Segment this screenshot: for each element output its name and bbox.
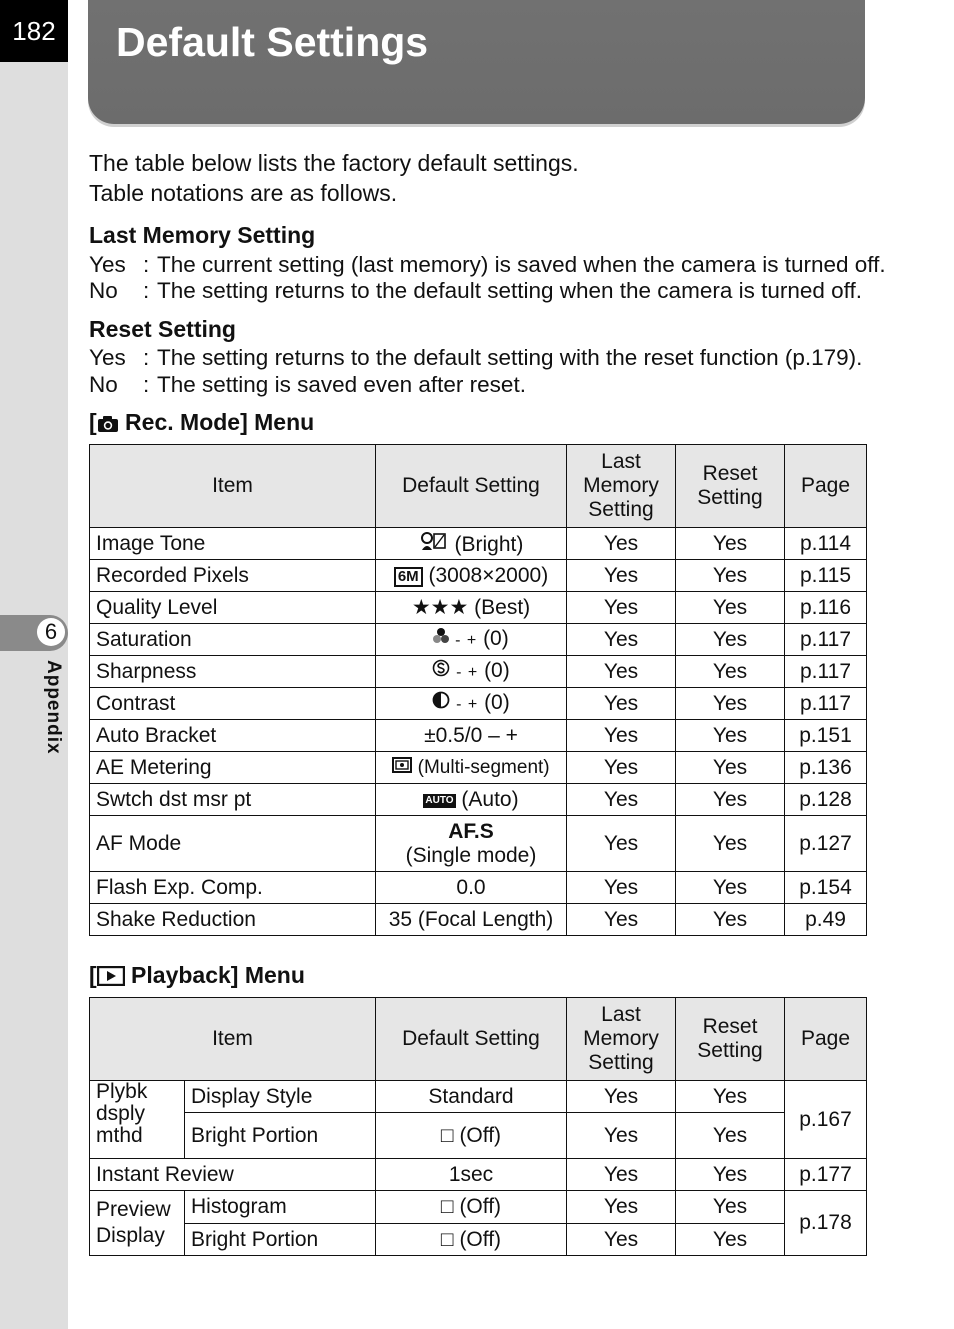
cell-item: Image Tone (90, 528, 376, 560)
cell-reset: Yes (676, 560, 785, 592)
table-row (90, 720, 867, 752)
reset-no (89, 371, 526, 398)
cell-reset: Yes (676, 656, 785, 688)
sharpness-icon (432, 659, 450, 682)
adjust-scale: - + (455, 631, 478, 649)
cell-reset: Yes (676, 1113, 785, 1159)
cell-page: p.49 (785, 904, 867, 936)
cell-reset: Yes (676, 720, 785, 752)
camera-icon (97, 411, 119, 439)
note-text: The setting is saved even after reset. (157, 372, 526, 397)
cell-default: □ (Off) (376, 1191, 567, 1224)
playback-menu-title: Playback] Menu (124, 962, 305, 988)
table-header-row (90, 998, 867, 1081)
cell-reset: Yes (676, 592, 785, 624)
cell-default: (Multi-segment) (376, 752, 567, 784)
table-row (90, 560, 867, 592)
recorded-pixels-badge: 6M (394, 567, 423, 587)
quality-stars: ★★★ (411, 595, 469, 619)
reset-heading: Reset Setting (89, 316, 236, 342)
cell-default: (Bright) (376, 528, 567, 560)
rec-menu-title: Rec. Mode] Menu (118, 409, 315, 435)
last-memory-yes (89, 251, 886, 278)
cell-last: Yes (567, 624, 676, 656)
cell-page: p.136 (785, 752, 867, 784)
cell-default: Standard (376, 1081, 567, 1113)
table-row (90, 1224, 867, 1256)
table-row (90, 592, 867, 624)
cell-default: - + (0) (376, 688, 567, 720)
cell-item: Flash Exp. Comp. (90, 872, 376, 904)
cell-page: p.178 (785, 1191, 867, 1256)
cell-last: Yes (567, 1081, 676, 1113)
cell-reset: Yes (676, 1159, 785, 1191)
note-text: The setting returns to the default setting with the reset function (p.179). (157, 345, 863, 370)
col-page: Page (785, 998, 867, 1081)
last-memory-no (89, 277, 862, 304)
note-key: No (89, 278, 118, 303)
table-row (90, 528, 867, 560)
cell-default: AUTO (Auto) (376, 784, 567, 816)
note-key: Yes (89, 345, 126, 370)
cell-reset: Yes (676, 1191, 785, 1224)
table-row (90, 1081, 867, 1113)
chapter-label: Appendix (43, 660, 64, 755)
col-item: Item (90, 998, 376, 1081)
adjust-scale: - + (456, 695, 479, 713)
col-default: Default Setting (376, 998, 567, 1081)
intro-line-2: Table notations are as follows. (89, 180, 398, 206)
cell-last: Yes (567, 592, 676, 624)
cell-default: ★★★ (Best) (376, 592, 567, 624)
cell-last: Yes (567, 1224, 676, 1256)
table-row (90, 904, 867, 936)
cell-last: Yes (567, 752, 676, 784)
cell-last: Yes (567, 656, 676, 688)
auto-badge: AUTO (425, 794, 454, 806)
table-row (90, 1159, 867, 1191)
cell-page: p.177 (785, 1159, 867, 1191)
cell-last: Yes (567, 1159, 676, 1191)
col-last-memory: Last Memory Setting (567, 445, 676, 528)
cell-page: p.117 (785, 656, 867, 688)
cell-last: Yes (567, 1191, 676, 1224)
cell-last: Yes (567, 688, 676, 720)
cell-item: Shake Reduction (90, 904, 376, 936)
cell-item: AF Mode (90, 816, 376, 872)
page-title: Default Settings (116, 19, 429, 65)
cell-page: p.114 (785, 528, 867, 560)
cell-last: Yes (567, 528, 676, 560)
saturation-icon (433, 627, 449, 650)
cell-default: □ (Off) (376, 1224, 567, 1256)
cell-last: Yes (567, 816, 676, 872)
cell-last: Yes (567, 720, 676, 752)
cell-item: Histogram (185, 1191, 376, 1224)
cell-default: 6M (3008×2000) (376, 560, 567, 592)
cell-group: Plybk dsply mthd (90, 1081, 185, 1159)
cell-page: p.151 (785, 720, 867, 752)
table-row (90, 784, 867, 816)
col-last-memory: Last Memory Setting (567, 998, 676, 1081)
rec-menu-table (89, 444, 867, 936)
cell-page: p.116 (785, 592, 867, 624)
adjust-scale: - + (456, 663, 479, 681)
playback-menu-table (89, 997, 867, 1256)
table-row (90, 688, 867, 720)
note-colon: : (143, 278, 150, 303)
cell-reset: Yes (676, 752, 785, 784)
table-row (90, 624, 867, 656)
cell-reset: Yes (676, 904, 785, 936)
cell-last: Yes (567, 872, 676, 904)
cell-default: ±0.5/0 – + (376, 720, 567, 752)
table-row (90, 656, 867, 688)
cell-item: Sharpness (90, 656, 376, 688)
cell-item: Instant Review (90, 1159, 376, 1191)
cell-page: p.115 (785, 560, 867, 592)
last-memory-heading: Last Memory Setting (89, 222, 316, 248)
multi-segment-icon (392, 757, 412, 778)
cell-reset: Yes (676, 1081, 785, 1113)
col-default: Default Setting (376, 445, 567, 528)
cell-page: p.167 (785, 1081, 867, 1159)
cell-default: □ (Off) (376, 1113, 567, 1159)
cell-page: p.127 (785, 816, 867, 872)
cell-default: 0.0 (376, 872, 567, 904)
cell-item: AE Metering (90, 752, 376, 784)
cell-item: Swtch dst msr pt (90, 784, 376, 816)
cell-reset: Yes (676, 872, 785, 904)
table-row (90, 752, 867, 784)
cell-item: Recorded Pixels (90, 560, 376, 592)
col-item: Item (90, 445, 376, 528)
col-reset: Reset Setting (676, 445, 785, 528)
cell-last: Yes (567, 904, 676, 936)
cell-last: Yes (567, 560, 676, 592)
note-colon: : (143, 372, 150, 397)
cell-last: Yes (567, 784, 676, 816)
cell-reset: Yes (676, 816, 785, 872)
note-key: Yes (89, 252, 126, 277)
table-row (90, 1113, 867, 1159)
cell-page: p.117 (785, 688, 867, 720)
col-reset: Reset Setting (676, 998, 785, 1081)
bright-tone-icon (419, 533, 449, 556)
table-row (90, 816, 867, 872)
cell-reset: Yes (676, 688, 785, 720)
reset-yes (89, 344, 862, 371)
page-number: 182 (0, 0, 68, 62)
cell-item: Auto Bracket (90, 720, 376, 752)
cell-item: Display Style (185, 1081, 376, 1113)
cell-item: Saturation (90, 624, 376, 656)
note-colon: : (143, 252, 150, 277)
cell-reset: Yes (676, 1224, 785, 1256)
chapter-number: 6 (37, 618, 65, 646)
table-row (90, 1191, 867, 1224)
cell-page: p.117 (785, 624, 867, 656)
cell-reset: Yes (676, 784, 785, 816)
cell-default: 35 (Focal Length) (376, 904, 567, 936)
cell-item: Contrast (90, 688, 376, 720)
cell-default: - + (0) (376, 624, 567, 656)
note-colon: : (143, 345, 150, 370)
cell-default: AF.S (Single mode) (376, 816, 567, 872)
note-text: The current setting (last memory) is saved when the camera is turned off. (157, 252, 886, 277)
cell-reset: Yes (676, 624, 785, 656)
contrast-icon (432, 691, 450, 714)
cell-page: p.128 (785, 784, 867, 816)
cell-item: Quality Level (90, 592, 376, 624)
note-key: No (89, 372, 118, 397)
playback-menu-heading (89, 961, 305, 992)
cell-page: p.154 (785, 872, 867, 904)
rec-menu-heading (89, 408, 314, 439)
cell-default: - + (0) (376, 656, 567, 688)
note-text: The setting returns to the default setting when the camera is turned off. (157, 278, 862, 303)
table-row (90, 872, 867, 904)
table-header-row (90, 445, 867, 528)
playback-icon (97, 964, 125, 992)
bracket-open: [ (89, 962, 97, 988)
af-mode-label: AF.S (448, 819, 494, 843)
cell-default: 1sec (376, 1159, 567, 1191)
cell-group: Preview Display (90, 1191, 185, 1256)
intro-line-1: The table below lists the factory default settings. (89, 150, 579, 176)
cell-item: Bright Portion (185, 1113, 376, 1159)
col-page: Page (785, 445, 867, 528)
bracket-open: [ (89, 409, 97, 435)
cell-last: Yes (567, 1113, 676, 1159)
cell-reset: Yes (676, 528, 785, 560)
cell-item: Bright Portion (185, 1224, 376, 1256)
